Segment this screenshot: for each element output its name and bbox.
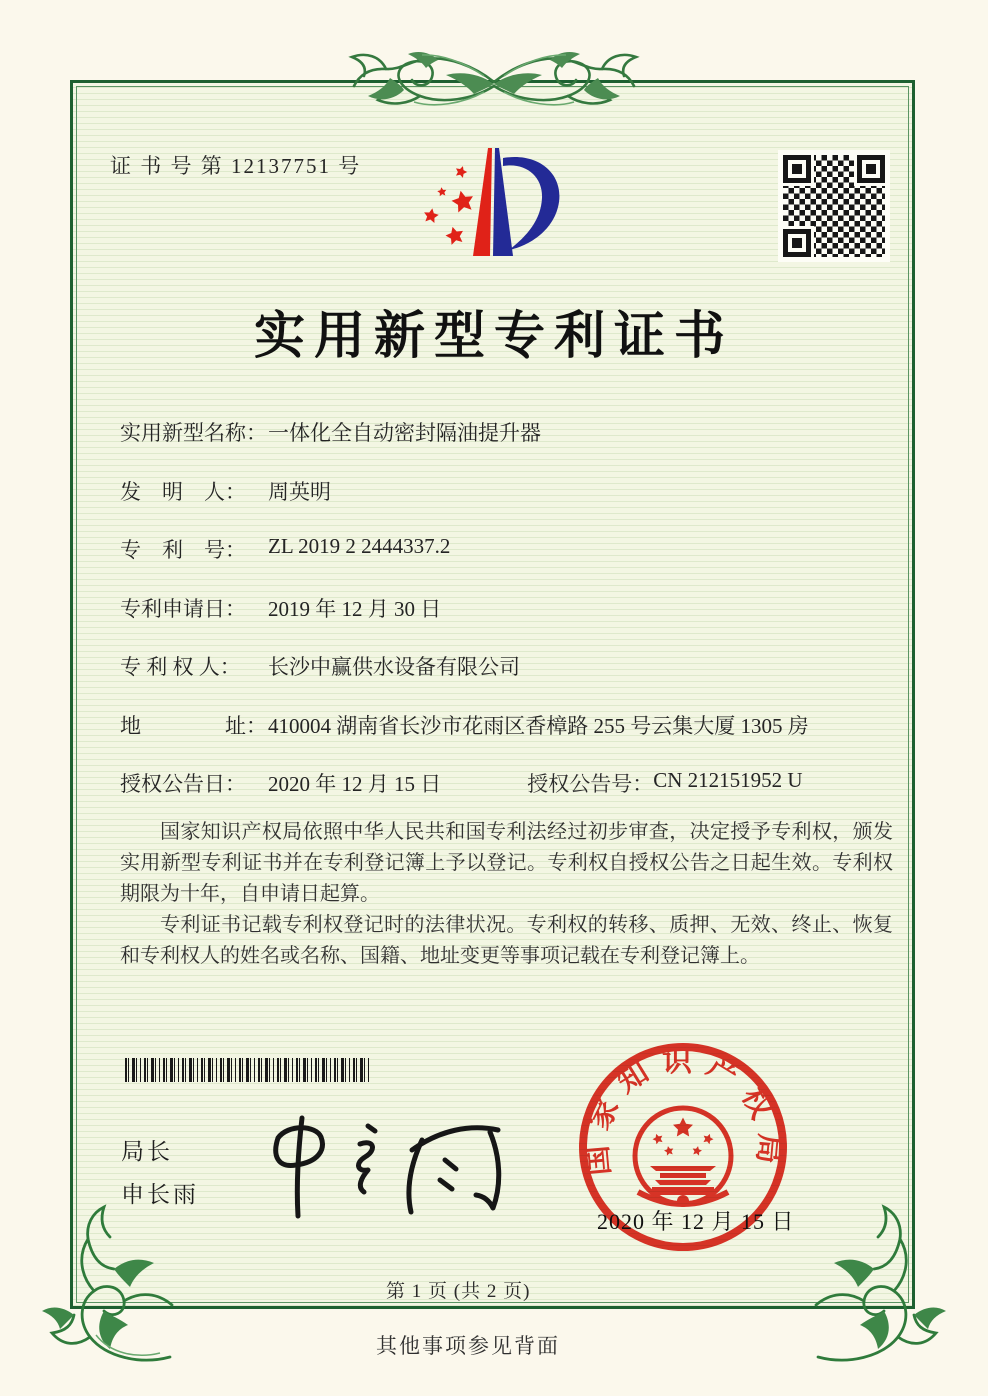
seal-date: 2020 年 12 月 15 日 bbox=[597, 1209, 795, 1234]
field-label: 地 址： bbox=[120, 713, 267, 738]
field-label: 专 利 号： bbox=[120, 538, 246, 562]
cnipa-patent-logo-icon bbox=[415, 136, 567, 266]
field-label: 发 明 人： bbox=[120, 479, 246, 504]
field-label: 授权公告日： bbox=[120, 772, 246, 796]
certificate-number: 证 书 号 第 12137751 号 bbox=[110, 154, 362, 178]
field-value: ZL 2019 2 2444337.2 bbox=[268, 534, 451, 558]
field-label: 专 利 权 人： bbox=[120, 655, 241, 679]
seal-arc-text: 国家知识产权局 bbox=[579, 1044, 787, 1177]
field-row-inventor bbox=[120, 476, 895, 535]
national-emblem-icon bbox=[635, 1108, 731, 1207]
qr-code-modules bbox=[783, 155, 885, 257]
field-label: 实用新型名称： bbox=[120, 421, 267, 445]
bottom-left-corner-flourish-ornament bbox=[42, 1203, 184, 1367]
field-value: 一体化全自动密封隔油提升器 bbox=[268, 421, 541, 445]
qr-finder-pattern bbox=[857, 155, 885, 183]
field-value: 410004 湖南省长沙市花雨区香樟路 255 号云集大厦 1305 房 bbox=[268, 713, 809, 738]
commissioner-title-label: 局长 bbox=[121, 1139, 173, 1164]
field-row-utility-model-name bbox=[120, 417, 895, 476]
svg-text:国家知识产权局 bbox=[580, 1045, 787, 1177]
field-value: 2019 年 12 月 30 日 bbox=[268, 596, 442, 621]
field-row-patent-number bbox=[120, 534, 895, 593]
field-value: 长沙中赢供水设备有限公司 bbox=[268, 655, 520, 679]
qr-finder-pattern bbox=[783, 229, 811, 257]
legal-paragraph-2: 专利证书记载专利权登记时的法律状况。专利权的转移、质押、无效、终止、恢复和专利权人的姓名或名称、国籍、地址变更等事项记载在专利登记簿上。 bbox=[120, 914, 893, 967]
commissioner-name: 申长雨 bbox=[121, 1182, 199, 1207]
grant-number-value: CN 212151952 U bbox=[653, 768, 803, 792]
grant-date-value: 2020 年 12 月 15 日 bbox=[268, 772, 442, 796]
barcode bbox=[125, 1058, 371, 1082]
handwritten-signature-icon bbox=[262, 1112, 512, 1222]
field-value: 周英明 bbox=[268, 479, 331, 504]
see-back-note: 其他事项参见背面 bbox=[376, 1334, 560, 1358]
bottom-right-corner-flourish-ornament bbox=[804, 1203, 946, 1367]
certificate-fields bbox=[120, 417, 895, 827]
field-row-address bbox=[120, 710, 895, 769]
legal-text-block bbox=[120, 817, 893, 972]
grant-number-label: 授权公告号： bbox=[527, 772, 654, 796]
field-label: 专利申请日： bbox=[120, 596, 246, 621]
qr-code bbox=[778, 150, 890, 262]
legal-paragraph-1: 国家知识产权局依照中华人民共和国专利法经过初步审查，决定授予专利权，颁发实用新型专利证书并在专利登记簿上予以登记。专利权自授权公告之日起生效。专利权期限为十年，自申请日起算。 bbox=[120, 821, 893, 905]
top-border-flourish-ornament bbox=[334, 42, 654, 120]
field-row-patentee bbox=[120, 651, 895, 710]
qr-finder-pattern bbox=[783, 155, 811, 183]
page-number-info: 第 1 页 (共 2 页) bbox=[386, 1281, 531, 1302]
field-row-filing-date bbox=[120, 593, 895, 652]
certificate-title: 实用新型专利证书 bbox=[253, 309, 734, 365]
